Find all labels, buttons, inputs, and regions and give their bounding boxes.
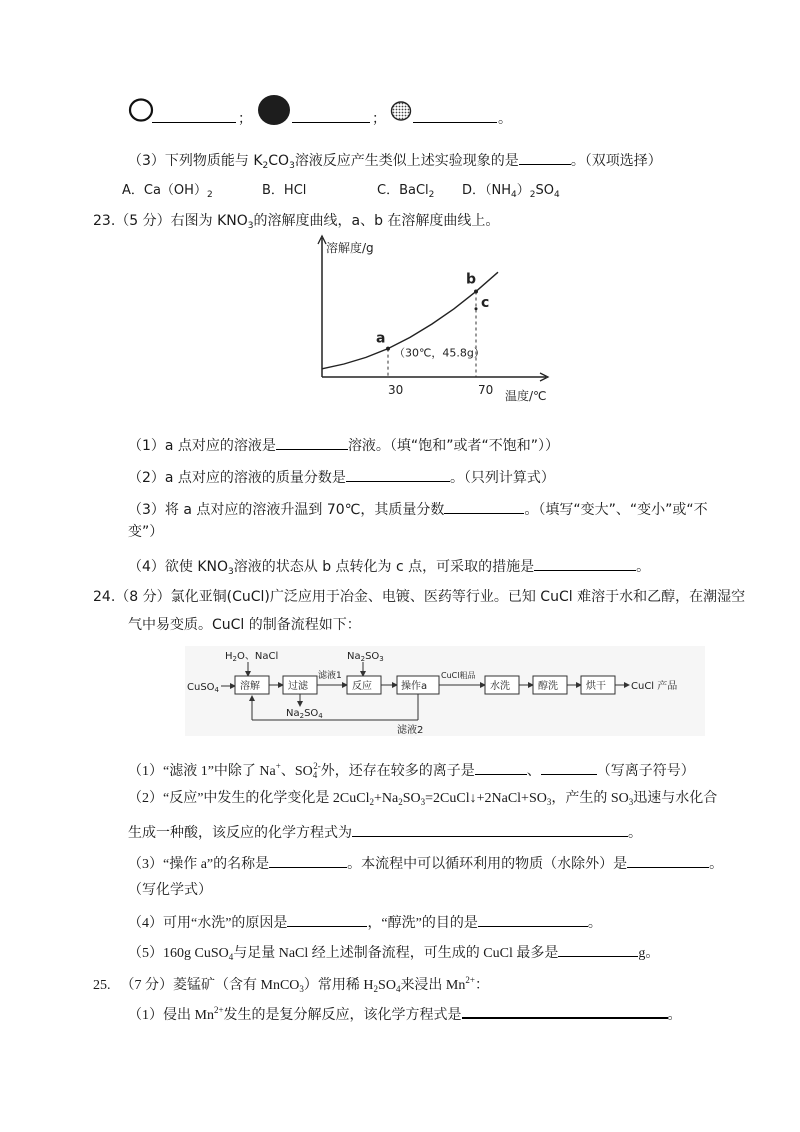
point-b	[474, 289, 478, 293]
dotted-circle-icon	[389, 99, 413, 123]
filtrate1-label: 滤液1	[318, 671, 342, 681]
q22-sub3: （3）下列物质能与 $K_2CO_3$溶液反应产生类似上述实验现象的是 。（双项选择）	[128, 150, 662, 175]
q24-sub2-cont: 生成一种酸，该反应的化学方程式为 。	[128, 822, 642, 843]
q24-sub5: （5）160g CuSO$_4$与足量 NaCl 经上述制备流程，可生成的 CuCl 最多是 g。	[128, 942, 659, 966]
point-c	[475, 307, 478, 310]
filtrate2-label: 滤液2	[397, 725, 424, 736]
alcohol-wash-label: 醇洗	[538, 681, 558, 692]
q23-sub1: （1）a 点对应的溶液是 溶液。（填“饱和”或者“不饱和”））	[128, 435, 559, 455]
q22-circles-row	[128, 96, 688, 128]
answer-blank[interactable]	[269, 853, 347, 868]
answer-blank[interactable]	[475, 760, 527, 775]
option-d[interactable]: D．$(NH_4)_2SO_4$	[462, 183, 560, 200]
q24-intro-2: 气中易变质。CuCl 的制备流程如下：	[128, 617, 361, 633]
answer-blank[interactable]	[558, 942, 638, 957]
q24-sub3: （3）“操作 a”的名称是 。本流程中可以循环利用的物质（水除外）是 。	[128, 853, 723, 874]
q25-intro: 25. （7 分）菱锰矿（含有 MnCO$_3$）常用稀 $H_2SO_4$来浸出 $Mn^{2+}$：	[93, 975, 489, 994]
point-a-label: a	[376, 330, 386, 347]
point-a-annotation: （30℃，45.8g）	[394, 346, 485, 360]
answer-blank[interactable]	[478, 912, 588, 927]
answer-blank[interactable]	[534, 556, 636, 571]
q24-sub1: （1）“滤液 1”中除了 Na+、$SO_4^{2-}$外，还存在较多的离子是 、 （写离子符号）	[128, 761, 695, 780]
q23-sub2: （2）a 点对应的溶液的质量分数是 。（只列计算式）	[128, 467, 555, 487]
flow-diagram	[185, 646, 705, 736]
point-a	[386, 347, 390, 351]
answer-blank[interactable]	[627, 853, 709, 868]
black-circle-icon	[256, 94, 292, 126]
x-axis-label: 温度/℃	[505, 389, 547, 403]
answer-blank[interactable]	[292, 108, 370, 123]
na2so4-label: $Na_2SO_4$	[286, 708, 323, 720]
dissolve-label: 溶解	[240, 681, 260, 692]
q25-sub1: （1）侵出 $Mn^{2+}$发生的是复分解反应，该化学方程式是 。	[128, 1005, 682, 1023]
answer-blank[interactable]	[152, 108, 236, 123]
reagents-label: $H_2O$、NaCl	[225, 651, 279, 663]
answer-blank[interactable]	[276, 435, 348, 450]
answer-blank[interactable]	[287, 912, 367, 927]
crude-label: CuCl粗品	[441, 671, 476, 680]
react-label: 反应	[352, 681, 372, 692]
q24-sub4: （4）可用“水洗”的原因是 ，“醇洗”的目的是 。	[128, 912, 602, 933]
q22-options	[122, 182, 560, 204]
answer-blank[interactable]	[413, 108, 497, 123]
answer-blank[interactable]	[519, 150, 571, 165]
period: 。	[498, 111, 512, 127]
white-circle-icon	[128, 97, 154, 123]
q23-sub3-cont: 变”）	[128, 524, 164, 540]
q23-sub4: （4）欲使 $KNO_3$溶液的状态从 b 点转化为 c 点，可采取的措施是 。	[128, 556, 650, 581]
filter-label: 过滤	[288, 681, 308, 692]
q23-intro: 23.（5 分）右图为 $KNO_3$的溶解度曲线，a、b 在溶解度曲线上。	[93, 213, 500, 231]
option-b[interactable]: B．HCl	[262, 183, 307, 198]
cuso4-label: CuSO$_4$	[187, 682, 220, 694]
q24-sub3-cont: （写化学式）	[128, 883, 212, 898]
solubility-chart	[300, 232, 560, 407]
separator: ；	[372, 111, 386, 127]
answer-blank[interactable]	[541, 760, 597, 775]
point-c-label: c	[481, 294, 490, 311]
operation-a-label: 操作a	[401, 681, 428, 692]
dry-label: 烘干	[586, 681, 606, 692]
na2so3-label: $Na_2SO_3$	[347, 651, 384, 663]
q23-sub3: （3）将 a 点对应的溶液升温到 70℃，其质量分数 。（填写“变大”、“变小”或“不	[128, 499, 708, 519]
point-b-label: b	[466, 271, 477, 288]
x-tick-label: 70	[478, 383, 494, 397]
product-label: CuCl 产品	[631, 681, 678, 692]
option-c[interactable]: C．BaCl$_2$	[377, 183, 435, 200]
y-axis-label: 溶解度/g	[326, 241, 374, 255]
answer-blank[interactable]	[462, 1003, 668, 1019]
x-tick-label: 30	[388, 383, 404, 397]
separator: ；	[238, 111, 252, 127]
q24-intro-1: 24.（8 分）氯化亚铜(CuCl)广泛应用于冶金、电镀、医药等行业。已知 CuCl 难溶于水和乙醇，在潮湿空	[93, 589, 746, 605]
q24-sub2: （2）“反应”中发生的化学变化是 $2CuCl_2+Na_2SO_3=2CuCl↓+2NaCl+SO_3$，产生的 $SO_3$迅速与水化合	[128, 791, 718, 807]
answer-blank[interactable]	[346, 467, 450, 482]
option-a[interactable]: A．$Ca(OH)_2$	[122, 183, 213, 200]
water-wash-label: 水洗	[490, 681, 510, 692]
answer-blank[interactable]	[352, 822, 628, 837]
answer-blank[interactable]	[444, 499, 524, 514]
